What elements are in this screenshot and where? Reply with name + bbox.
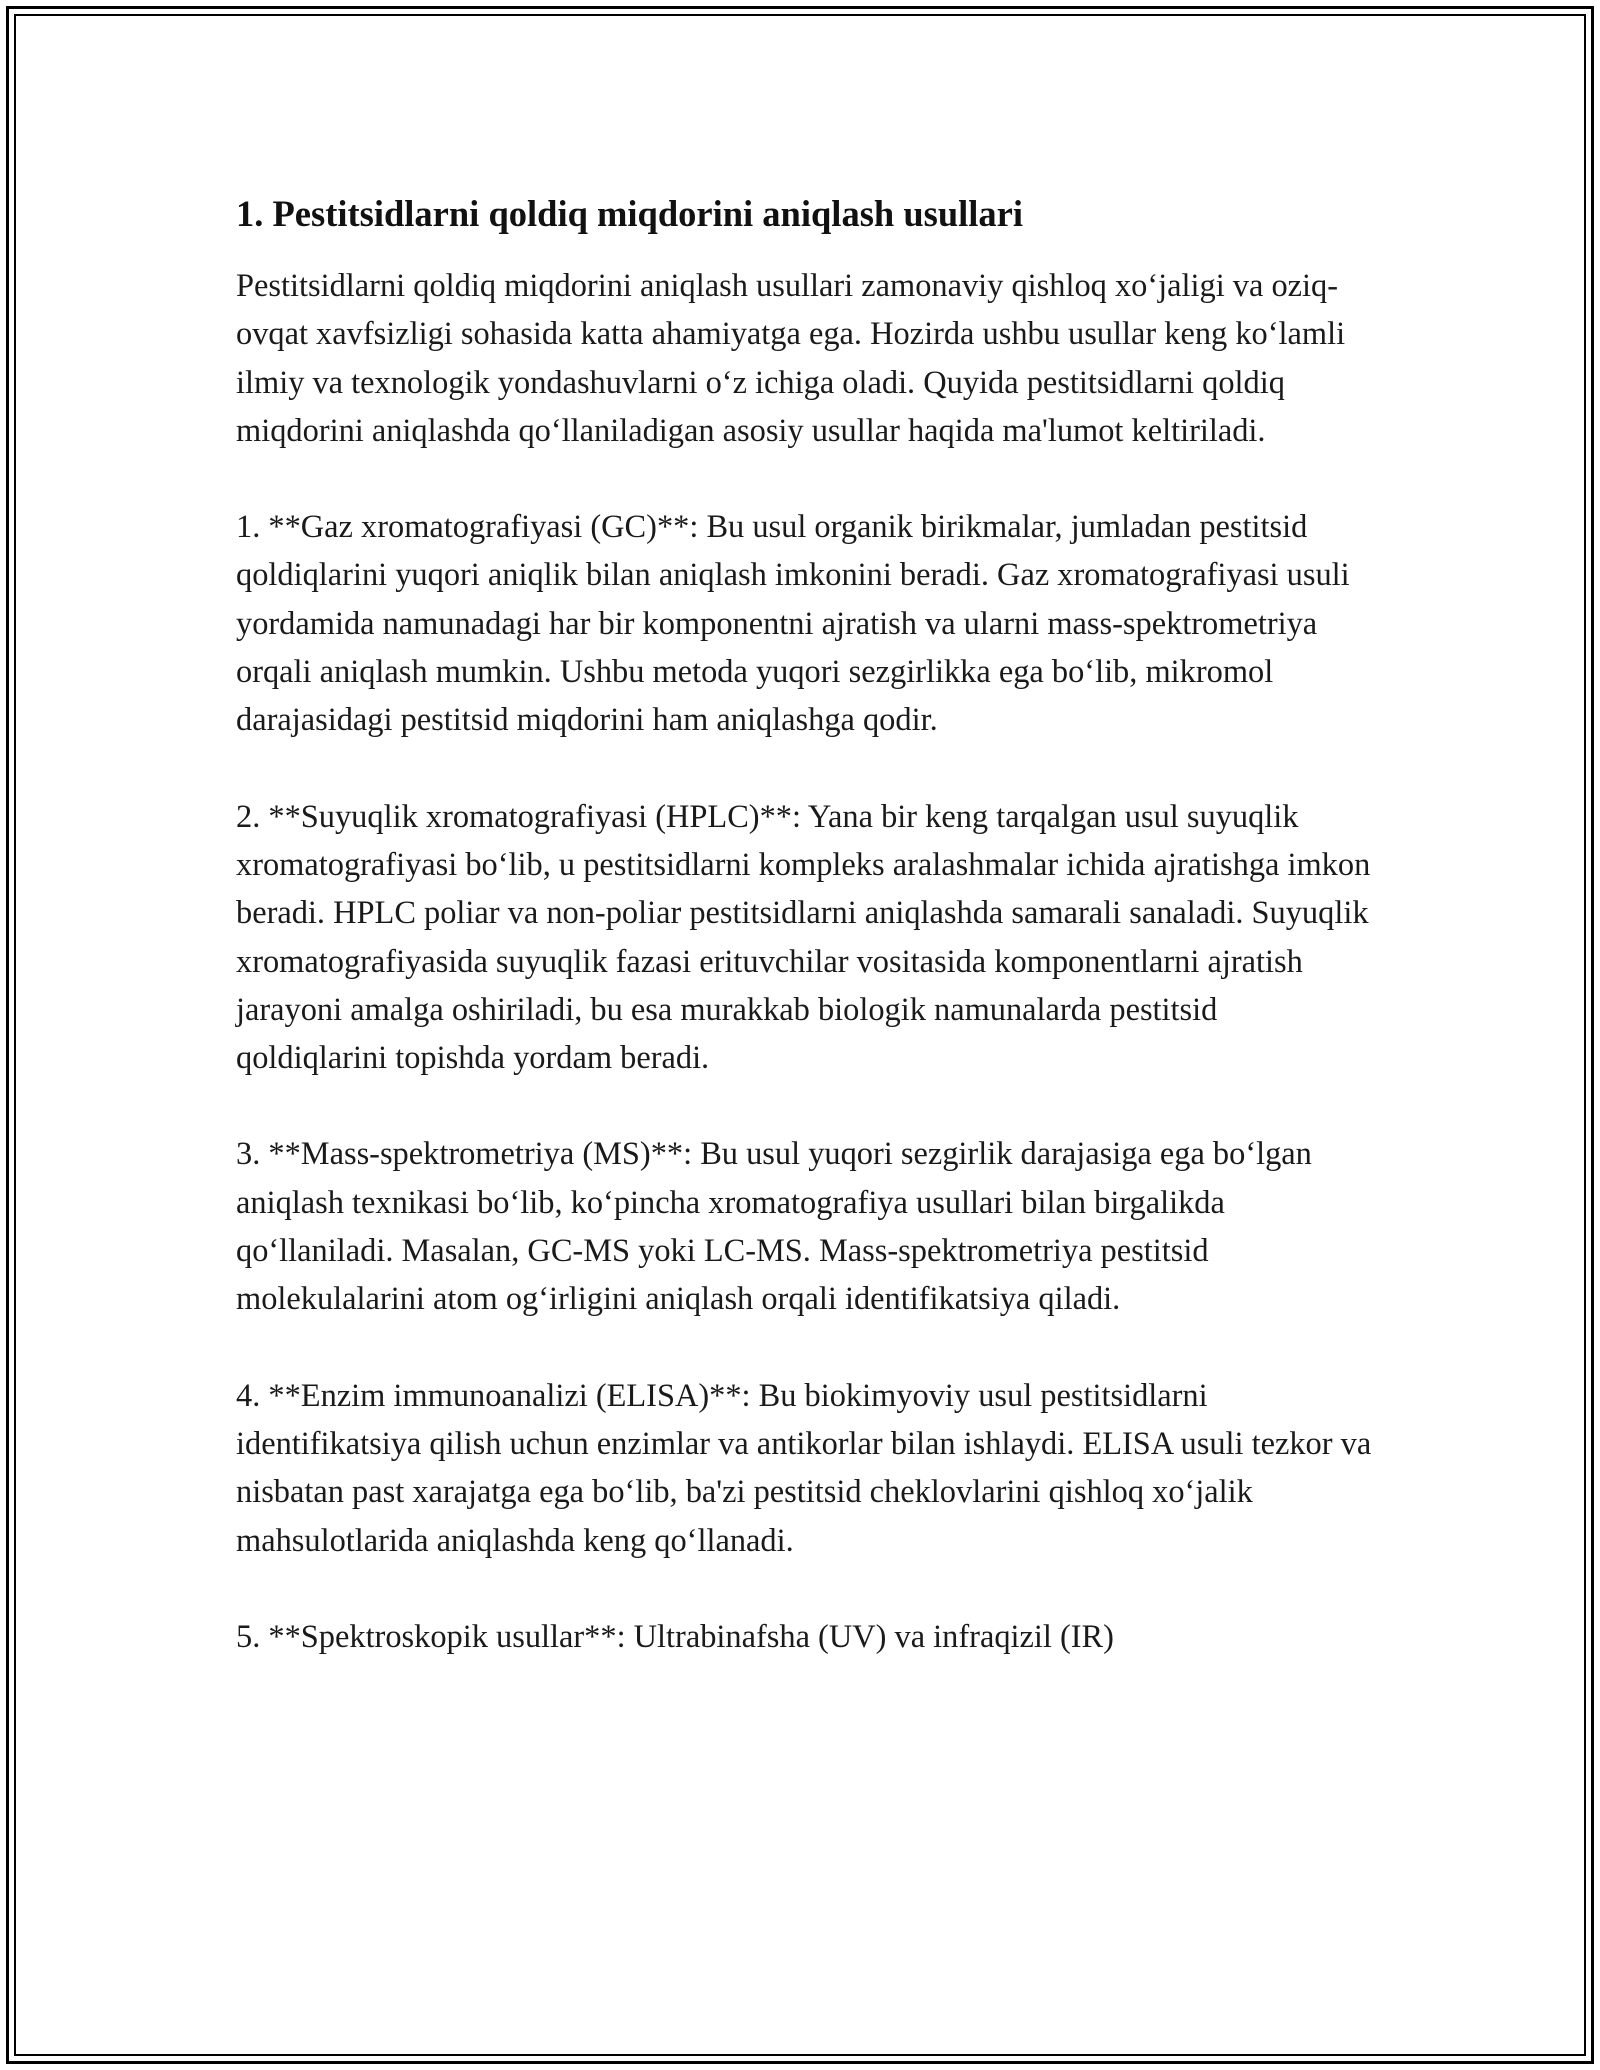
- page-title: 1. Pestitsidlarni qoldiq miqdorini aniqlash usullari: [236, 193, 1023, 234]
- paragraph-elisa: 4. **Enzim immunoanalizi (ELISA)**: Bu biokimyoviy usul pestitsidlarni identifikatsiya qilish uchun enzimlar va antikorlar bilan ishlaydi. ELISA usuli tezkor va nisbatan past xarajatga ega bo‘lib, ba'zi pestitsid cheklovlarini qishloq xo‘jalik mahsulotlarida aniqlashda keng qo‘llanadi.: [236, 1377, 1372, 1559]
- paragraph-gas-chromatography: 1. **Gaz xromatografiyasi (GC)**: Bu usul organik birikmalar, jumladan pestitsid qoldiqlarini yuqori aniqlik bilan aniqlash imkonini beradi. Gaz xromatografiyasi usuli yordamida namunadagi har bir komponentni ajratish va ularni mass-spektrometriya orqali aniqlash mumkin. Ushbu metoda yuqori sezgirlikka ega bo‘lib, mikromol darajasidagi pestitsid miqdorini ham aniqlashga qodir.: [236, 509, 1350, 739]
- paragraph-intro: Pestitsidlarni qoldiq miqdorini aniqlash usullari zamonaviy qishloq xo‘jaligi va oziq-ovqat xavfsizligi sohasida katta ahamiyatga ega. Hozirda ushbu usullar keng ko‘lamli ilmiy va texnologik yondashuvlarni o‘z ichiga oladi. Quyida pestitsidlarni qoldiq miqdorini aniqlashda qo‘llaniladigan asosiy usullar haqida ma'lumot keltiriladi.: [236, 268, 1346, 449]
- document-body: [236, 188, 1376, 1709]
- paragraph-mass-spectrometry: 3. **Mass-spektrometriya (MS)**: Bu usul yuqori sezgirlik darajasiga ega bo‘lgan aniqlash texnikasi bo‘lib, ko‘pincha xromatografiya usullari bilan birgalikda qo‘llaniladi. Masalan, GC-MS yoki LC-MS. Mass-spektrometriya pestitsid molekulalarini atom og‘irligini aniqlash orqali identifikatsiya qiladi.: [236, 1136, 1312, 1318]
- paragraph-liquid-chromatography: 2. **Suyuqlik xromatografiyasi (HPLC)**: Yana bir keng tarqalgan usul suyuqlik xromatografiyasi bo‘lib, u pestitsidlarni kompleks aralashmalar ichida ajratishga imkon beradi. HPLC poliar va non-poliar pestitsidlarni aniqlashda samarali sanaladi. Suyuqlik xromatografiyasida suyuqlik fazasi erituvchilar vositasida komponentlarni ajratish jarayoni amalga oshiriladi, bu esa murakkab biologik namunalarda pestitsid qoldiqlarini topishda yordam beradi.: [236, 798, 1371, 1077]
- paragraph-spectroscopy: 5. **Spektroskopik usullar**: Ultrabinafsha (UV) va infraqizil (IR): [236, 1618, 1114, 1655]
